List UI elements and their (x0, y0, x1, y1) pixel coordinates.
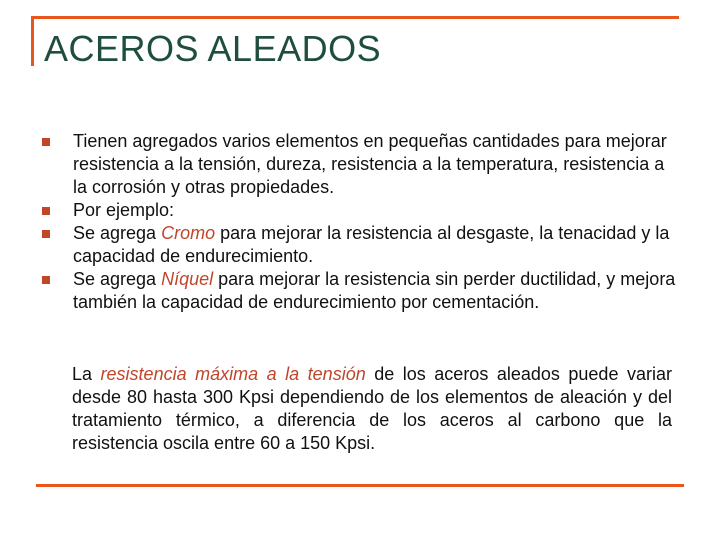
highlight-resistencia: resistencia máxima a la tensión (100, 364, 366, 384)
bullet-text-after: para mejorar la resistencia sin perder ductilidad, y mejora también la capacidad de endurecimiento por cementación. (73, 269, 676, 312)
bullet-item (40, 199, 680, 222)
square-bullet-icon (42, 207, 50, 215)
square-bullet-icon (42, 230, 50, 238)
left-rule (31, 16, 34, 66)
bottom-rule (36, 484, 684, 487)
bullet-text-before: Se agrega (73, 223, 162, 243)
bullet-item (40, 222, 680, 268)
paragraph-before: La (72, 364, 101, 384)
bullet-item (40, 268, 680, 314)
square-bullet-icon (42, 138, 50, 146)
bullet-text: Tienen agregados varios elementos en pequeñas cantidades para mejorar resistencia a la tensión, dureza, resistencia a la temperatura, resistencia a la corrosión y otras propiedades. (73, 131, 667, 197)
top-rule (31, 16, 679, 19)
highlight-cromo: Cromo (161, 223, 216, 243)
highlight-niquel: Níquel (161, 269, 214, 289)
bullet-list (40, 130, 680, 314)
bullet-item (40, 130, 680, 199)
summary-paragraph (72, 363, 672, 455)
bullet-text-after: para mejorar la resistencia al desgaste, la tenacidad y la capacidad de endurecimiento. (73, 223, 670, 266)
slide-title: ACEROS ALEADOS (44, 28, 382, 69)
bullet-text: Por ejemplo: (73, 200, 175, 220)
paragraph-after: de los aceros aleados puede variar desde 80 hasta 300 Kpsi dependiendo de los elementos de aleación y del tratamiento térmico, a diferencia de los aceros al carbono que la resistencia oscila entre 60 a 150 Kpsi. (72, 364, 672, 453)
bullet-text-before: Se agrega (73, 269, 162, 289)
square-bullet-icon (42, 276, 50, 284)
